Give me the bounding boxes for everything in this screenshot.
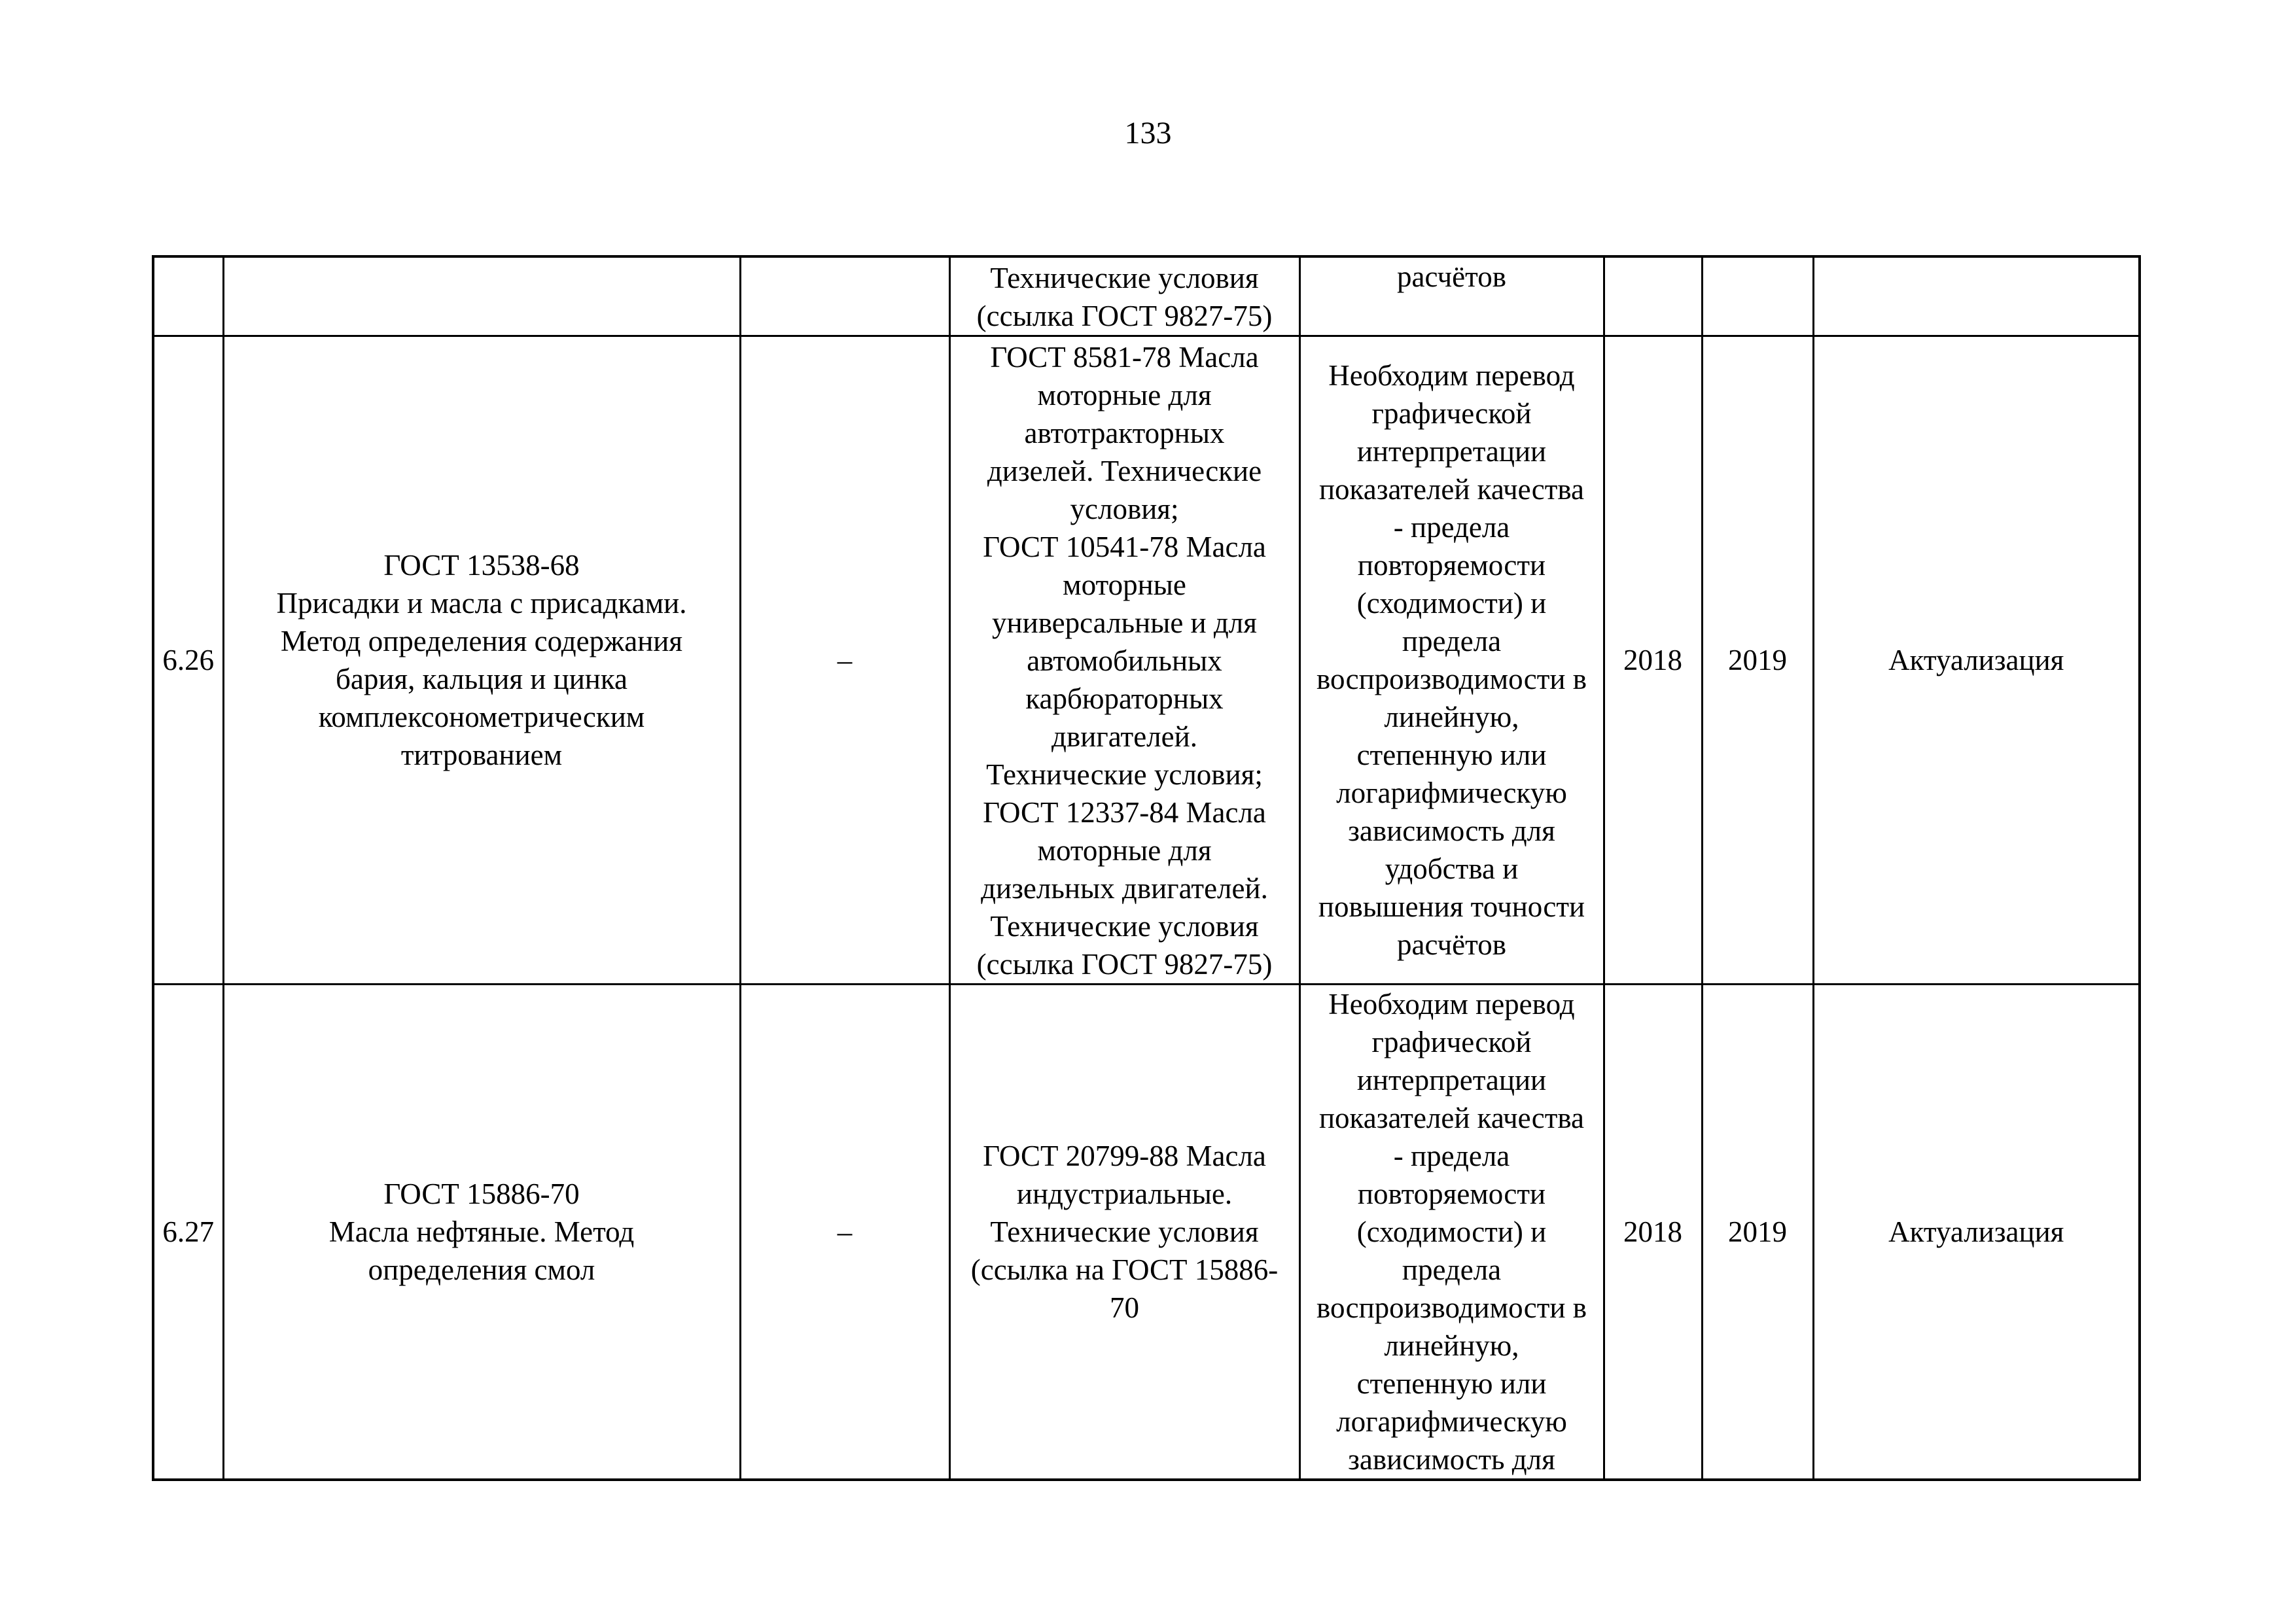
standard-cell xyxy=(223,256,740,336)
table-row xyxy=(153,336,2140,985)
related-documents-cell: ГОСТ 20799-88 Масла индустриальные. Технические условия (ссылка на ГОСТ 15886- 70 xyxy=(949,985,1299,1480)
reason-cell: Необходим перевод графической интерпретации показателей качества - предела повторяемости (сходимости) и предела воспроизводимости в линейную, степенную или логарифмическую зависимость для xyxy=(1299,985,1604,1480)
standard-cell: ГОСТ 15886-70 Масла нефтяные. Метод определения смол xyxy=(223,985,740,1480)
dash-cell: – xyxy=(740,985,949,1480)
table-row xyxy=(153,256,2140,336)
page-number: 133 xyxy=(1124,116,1172,150)
dash-cell xyxy=(740,256,949,336)
reason-cell: расчётов xyxy=(1299,256,1604,336)
year-start-cell: 2018 xyxy=(1604,336,1702,985)
year-end-cell xyxy=(1702,256,1813,336)
row-number-cell: 6.26 xyxy=(153,336,223,985)
dash-cell: – xyxy=(740,336,949,985)
action-cell: Актуализация xyxy=(1813,985,2140,1480)
year-start-cell: 2018 xyxy=(1604,985,1702,1480)
year-end-cell: 2019 xyxy=(1702,336,1813,985)
standards-table xyxy=(152,255,2141,1481)
related-documents-cell: ГОСТ 8581-78 Масла моторные для автотракторных дизелей. Технические условия; ГОСТ 10541-78 Масла моторные универсальные и для автомобильных карбюраторных двигателей. Технические условия; ГОСТ 12337-84 Масла моторные для дизельных двигателей. Технические условия (ссылка ГОСТ 9827-75) xyxy=(949,336,1299,985)
reason-cell: Необходим перевод графической интерпретации показателей качества - предела повторяемости (сходимости) и предела воспроизводимости в линейную, степенную или логарифмическую зависимость для удобства и повышения точности расчётов xyxy=(1299,336,1604,985)
action-cell xyxy=(1813,256,2140,336)
year-end-cell: 2019 xyxy=(1702,985,1813,1480)
row-number-cell xyxy=(153,256,223,336)
year-start-cell xyxy=(1604,256,1702,336)
action-cell: Актуализация xyxy=(1813,336,2140,985)
related-documents-cell: Технические условия (ссылка ГОСТ 9827-75) xyxy=(949,256,1299,336)
row-number-cell: 6.27 xyxy=(153,985,223,1480)
table-row xyxy=(153,985,2140,1480)
standard-cell: ГОСТ 13538-68 Присадки и масла с присадками. Метод определения содержания бария, кальция и цинка комплексонометрическим титрованием xyxy=(223,336,740,985)
